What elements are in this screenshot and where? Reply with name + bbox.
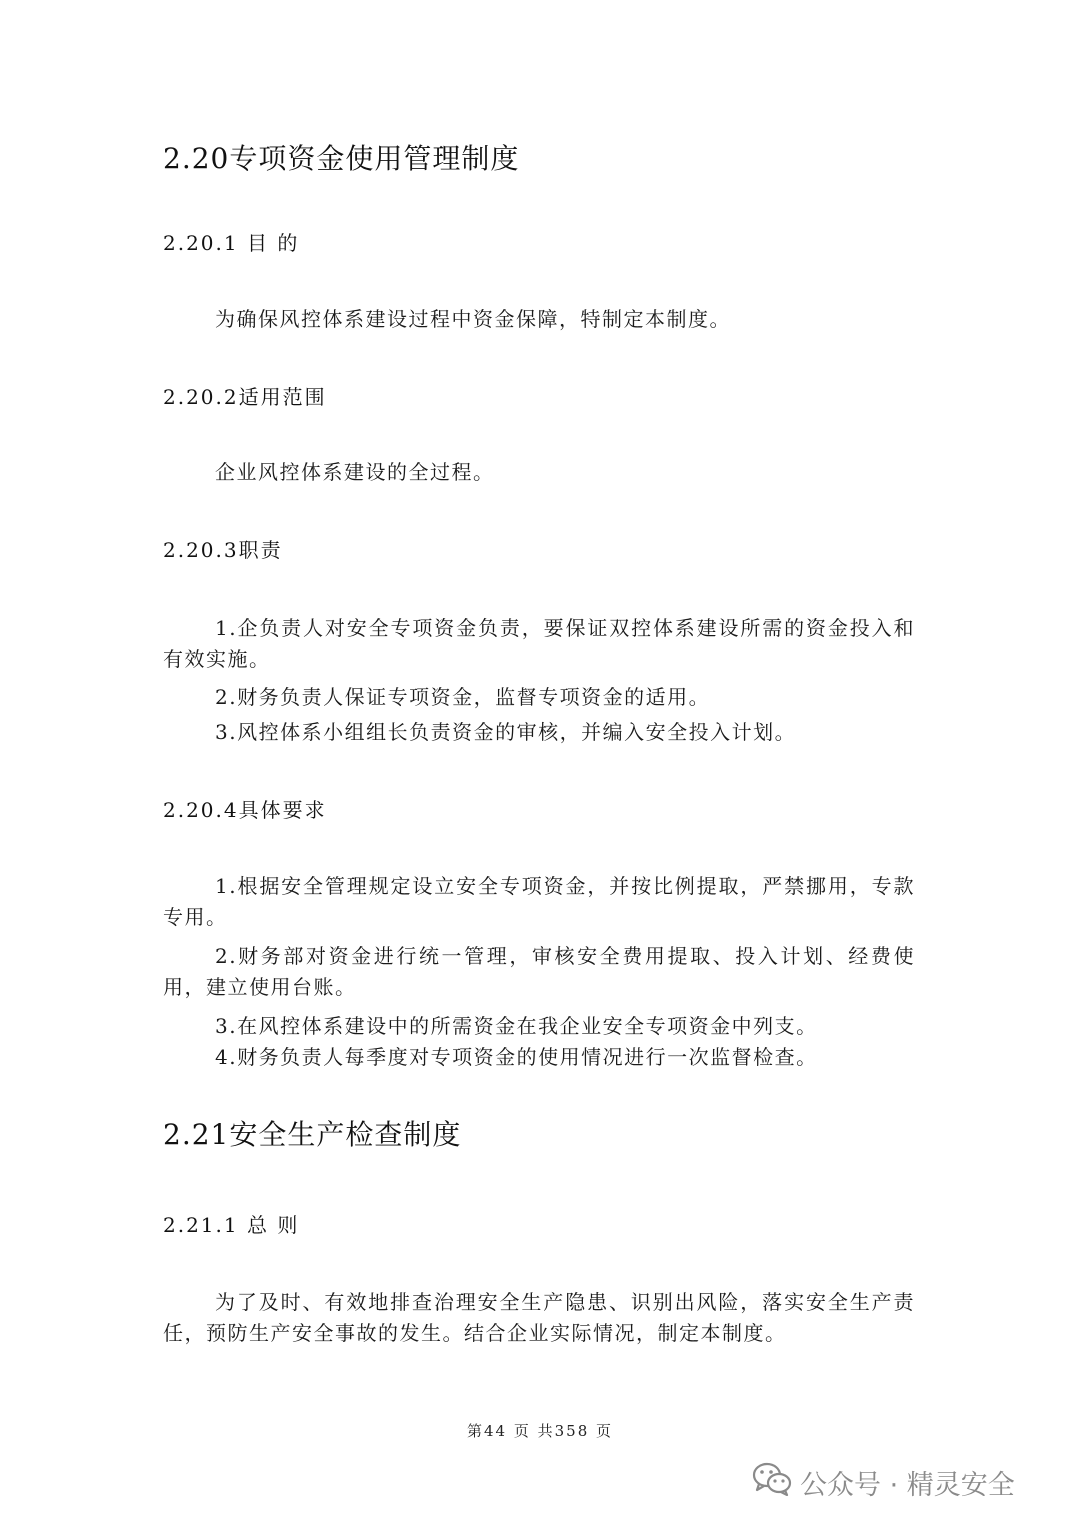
heading-2-20-4-requirements: 2.20.4具体要求	[163, 798, 327, 822]
wechat-icon	[752, 1462, 800, 1503]
section-title-2-21: 2.21安全生产检查制度	[163, 1118, 462, 1151]
watermark	[752, 1462, 1015, 1502]
page-number-footer: 第44 页 共358 页	[466, 1422, 614, 1440]
requirement-item-2: 2.财务部对资金进行统一管理，审核安全费用提取、投入计划、经费使用，建立使用台账。	[163, 944, 915, 999]
heading-2-21-1-general: 2.21.1 总 则	[163, 1213, 300, 1237]
paragraph-general: 为了及时、有效地排查治理安全生产隐患、识别出风险，落实安全生产责任，预防生产安全事故的发生。结合企业实际情况，制定本制度。	[163, 1290, 915, 1345]
section-title-2-20: 2.20专项资金使用管理制度	[163, 142, 520, 175]
requirement-item-3: 3.在风控体系建设中的所需资金在我企业安全专项资金中列支。	[215, 1014, 818, 1038]
duty-item-1: 1.企负责人对安全专项资金负责，要保证双控体系建设所需的资金投入和有效实施。	[163, 616, 915, 671]
requirement-item-4: 4.财务负责人每季度对专项资金的使用情况进行一次监督检查。	[215, 1045, 818, 1069]
heading-2-20-2-scope: 2.20.2适用范围	[163, 385, 327, 409]
duty-item-2: 2.财务负责人保证专项资金，监督专项资金的适用。	[215, 685, 711, 709]
watermark-text: 公众号 · 精灵安全	[800, 1469, 1015, 1501]
heading-2-20-3-duties: 2.20.3职责	[163, 538, 283, 562]
duty-item-3: 3.风控体系小组组长负责资金的审核，并编入安全投入计划。	[215, 720, 797, 744]
paragraph-purpose: 为确保风控体系建设过程中资金保障，特制定本制度。	[215, 307, 731, 331]
heading-2-20-1-purpose: 2.20.1 目 的	[163, 231, 300, 255]
requirement-item-1: 1.根据安全管理规定设立安全专项资金，并按比例提取，严禁挪用，专款专用。	[163, 874, 915, 929]
paragraph-scope: 企业风控体系建设的全过程。	[215, 460, 495, 484]
